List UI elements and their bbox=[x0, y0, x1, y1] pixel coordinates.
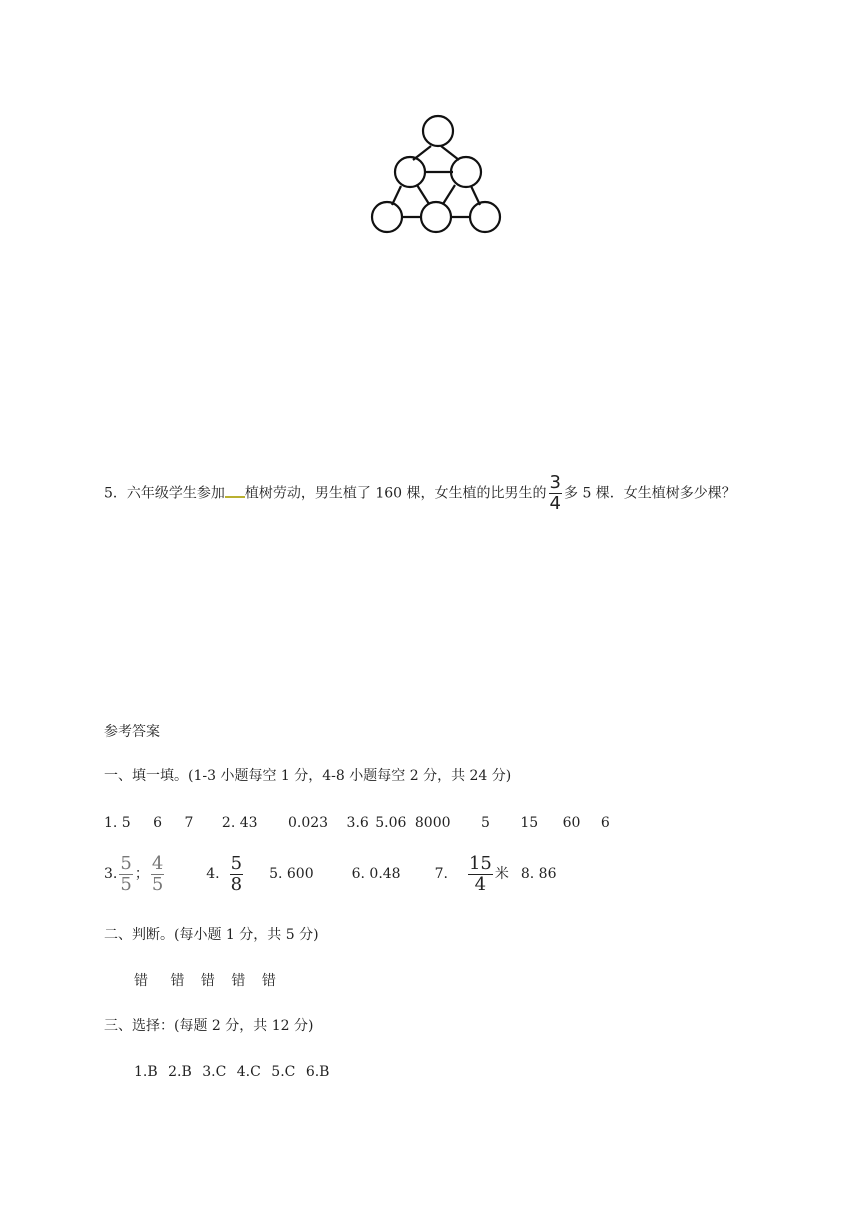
fraction-denominator: 5 bbox=[151, 873, 164, 895]
diagram-circle bbox=[372, 202, 402, 232]
fraction-answer-3a bbox=[119, 852, 132, 895]
section-1-answers-line-1 bbox=[104, 813, 610, 833]
diagram-circle bbox=[395, 157, 425, 187]
fraction-answer-7 bbox=[468, 852, 493, 895]
answer-item: 5 bbox=[480, 815, 490, 831]
diagram-edge bbox=[392, 186, 401, 205]
answer-item: 0.023 bbox=[288, 815, 329, 831]
diagram-circle bbox=[423, 116, 453, 146]
fraction-numerator: 15 bbox=[468, 852, 492, 874]
question-5-text-start: 5．六年级学生参加 bbox=[104, 485, 225, 502]
judge-answer: 错 bbox=[170, 973, 185, 989]
answer-blank bbox=[225, 484, 245, 498]
fraction-denominator: 4 bbox=[474, 873, 487, 895]
choice-answer: 6.B bbox=[305, 1064, 330, 1080]
answer-item: 60 bbox=[562, 815, 581, 831]
answer-item: 2. 43 bbox=[221, 815, 258, 831]
choice-answer: 3.C bbox=[202, 1064, 227, 1080]
fraction-numerator: 5 bbox=[230, 852, 243, 874]
answer-item: 3.6 bbox=[346, 815, 369, 831]
answer-item: 7 bbox=[184, 815, 194, 831]
section-2-title: 二、判断。(每小题 1 分，共 5 分) bbox=[104, 927, 319, 943]
diagram-edge bbox=[471, 186, 480, 205]
question-5 bbox=[104, 474, 736, 513]
fraction-numerator: 5 bbox=[120, 852, 132, 874]
diagram-circle bbox=[451, 157, 481, 187]
fraction-denominator: 8 bbox=[230, 873, 243, 895]
fraction-three-quarters bbox=[549, 474, 562, 513]
answer-7-unit: 米 bbox=[494, 866, 509, 882]
answer-3-label: 3. bbox=[104, 866, 118, 882]
section-1-answers-line-2 bbox=[104, 852, 556, 896]
section-1-title: 一、填一填。(1-3 小题每空 1 分，4-8 小题每空 2 分，共 24 分) bbox=[104, 768, 512, 784]
answer-item: 1. 5 bbox=[104, 815, 131, 831]
triangle-circle-diagram bbox=[365, 110, 505, 238]
judge-answer: 错 bbox=[134, 973, 148, 989]
judge-answer: 错 bbox=[261, 973, 276, 989]
answers-title: 参考答案 bbox=[104, 724, 160, 740]
diagram-edge bbox=[441, 146, 459, 160]
diagram-circle bbox=[421, 202, 451, 232]
section-2-answers bbox=[134, 971, 276, 991]
fraction-numerator: 3 bbox=[549, 472, 561, 493]
answer-5: 5. 600 bbox=[269, 866, 314, 882]
fraction-denominator: 5 bbox=[120, 873, 132, 895]
answer-7-label: 7. bbox=[434, 866, 448, 882]
diagram-edge bbox=[443, 185, 455, 204]
answer-item: 8000 bbox=[414, 815, 451, 831]
choice-answer: 5.C bbox=[271, 1064, 296, 1080]
section-3-answers bbox=[134, 1062, 329, 1082]
diagram-circle bbox=[470, 202, 500, 232]
question-5-text-middle: 植树劳动，男生植了 160 棵，女生植的比男生的 bbox=[244, 485, 547, 502]
diagram-edge bbox=[417, 185, 429, 204]
answer-3-separator: ； bbox=[134, 866, 149, 882]
answer-6: 6. 0.48 bbox=[351, 866, 401, 882]
choice-answer: 1.B bbox=[134, 1064, 158, 1080]
answer-item: 5.06 bbox=[375, 815, 407, 831]
answer-8: 8. 86 bbox=[520, 866, 557, 882]
answer-4-label: 4. bbox=[206, 866, 220, 882]
answer-item: 15 bbox=[520, 815, 539, 831]
choice-answer: 2.B bbox=[168, 1064, 192, 1080]
answer-item: 6 bbox=[600, 815, 610, 831]
fraction-numerator: 4 bbox=[151, 852, 164, 874]
fraction-answer-4 bbox=[230, 852, 243, 895]
judge-answer: 错 bbox=[200, 973, 215, 989]
section-3-title: 三、选择：(每题 2 分，共 12 分) bbox=[104, 1018, 314, 1034]
answer-item: 6 bbox=[153, 815, 163, 831]
choice-answer: 4.C bbox=[236, 1064, 261, 1080]
fraction-denominator: 4 bbox=[549, 493, 561, 514]
fraction-answer-3b bbox=[151, 852, 164, 895]
question-5-text-end: 多 5 棵．女生植树多少棵？ bbox=[564, 485, 736, 502]
judge-answer: 错 bbox=[231, 973, 246, 989]
